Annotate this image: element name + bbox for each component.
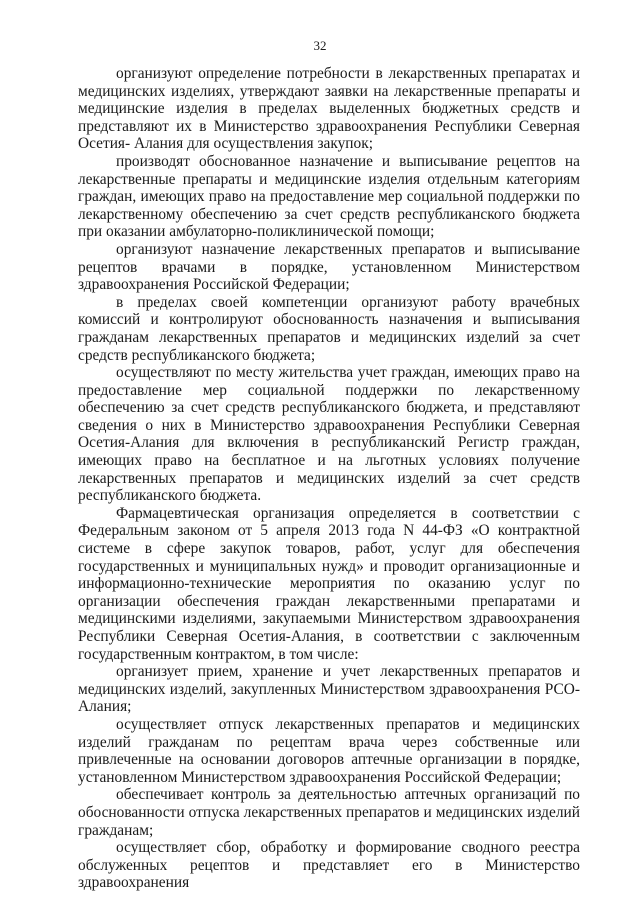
paragraph-citizen-registry: осуществляют по месту жительства учет граждан, имеющих право на предоставление мер социальной поддержки по лекарственному обеспечению за счет средств республиканского бюджета, и представляют сведения о них в Министерство здравоохранения Республики Северная Осетия-Алания для включения в республиканский Регистр граждан, имеющих право на бесплатное и на льготных условиях получение лекарственных препаратов и медицинских изделий за счет средств республиканского бюджета. (78, 364, 580, 505)
paragraph-storage: организует прием, хранение и учет лекарственных препаратов и медицинских изделий, закупленных Министерством здравоохранения РСО-Алания; (78, 663, 580, 716)
paragraph-prescriptions: производят обоснованное назначение и выписывание рецептов на лекарственные препараты и медицинские изделия отдельным категориям граждан, имеющих право на предоставление мер социальной поддержки по лекарственному обеспечению за счет средств республиканского бюджета при оказании амбулаторно-поликлинической помощи; (78, 152, 580, 241)
page-number: 32 (313, 38, 327, 53)
document-body (78, 65, 580, 892)
paragraph-pharmaceutical-organization: Фармацевтическая организация определяется в соответствии с Федеральным законом от 5 апреля 2013 года N 44-ФЗ «О контрактной системе в сфере закупок товаров, работ, услуг для обеспечения государственных и муниципальных нужд» и проводит организационные и информационно-технические мероприятия по оказанию услуг по организации обеспечения граждан лекарственными препаратами и медицинскими изделиями, закупаемыми Министерством здравоохранения Республики Северная Осетия-Алания, в соответствии с заключенным государственным контрактом, в том числе: (78, 504, 580, 663)
paragraph-needs-assessment: организуют определение потребности в лекарственных препаратах и медицинских изделиях, утверждают заявки на лекарственные препараты и медицинские изделия в пределах выделенных бюджетных средств и представляют их в Министерство здравоохранения Республики Северная Осетия- Алания для осуществления закупок; (78, 65, 580, 153)
paragraph-registry-collection: осуществляет сбор, обработку и формирование сводного реестра обслуженных рецептов и представляет его в Министерство здравоохранения (78, 839, 580, 892)
paragraph-dispensing: осуществляет отпуск лекарственных препаратов и медицинских изделий гражданам по рецептам врача через собственные или привлеченные на основании договоров аптечные организации в порядке, установленном Министерством здравоохранения Российской Федерации; (78, 715, 580, 786)
paragraph-medical-commissions: в пределах своей компетенции организуют работу врачебных комиссий и контролируют обоснованность назначения и выписывания гражданам лекарственных препаратов и медицинских изделий за счет средств республиканского бюджета; (78, 293, 580, 364)
paragraph-prescribing-order: организуют назначение лекарственных препаратов и выписывание рецептов врачами в порядке, установленном Министерством здравоохранения Российской Федерации; (78, 240, 580, 294)
paragraph-control: обеспечивает контроль за деятельностью аптечных организаций по обоснованности отпуска лекарственных препаратов и медицинских изделий гражданам; (78, 786, 580, 839)
